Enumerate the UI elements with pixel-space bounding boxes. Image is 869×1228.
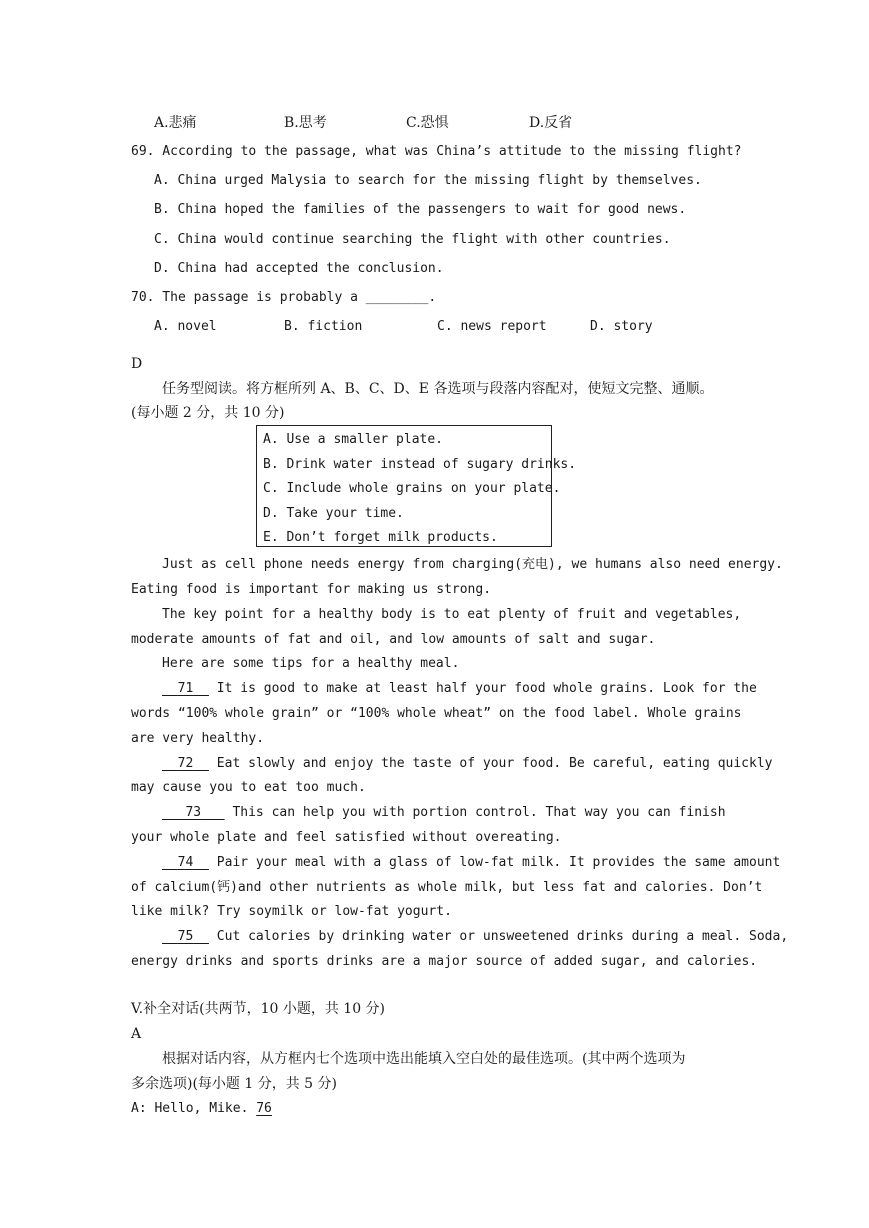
blank-73-row <box>162 803 726 823</box>
para2-line2: moderate amounts of fat and oil, and low amounts of salt and sugar. <box>131 632 656 647</box>
blank-74-row <box>162 853 780 873</box>
blank-75-number: 75 <box>177 929 194 944</box>
blank-76: 76 <box>256 1101 272 1116</box>
q69-option-d: D. China had accepted the conclusion. <box>154 261 444 276</box>
box-option-b: B. Drink water instead of sugary drinks. <box>263 457 577 472</box>
blank-73 <box>162 803 225 823</box>
section-d-label: D <box>131 356 143 372</box>
box-option-d: D. Take your time. <box>263 506 404 521</box>
blank-72-number: 72 <box>177 756 194 771</box>
para1-line2: Eating food is important for making us strong. <box>131 582 492 597</box>
dialogue-line-1 <box>131 1099 272 1119</box>
para3: Here are some tips for a healthy meal. <box>162 656 460 671</box>
q70-stem: 70. The passage is probably a ________. <box>131 290 437 305</box>
q70-option-c: C. news report <box>437 319 547 334</box>
b75-line2: energy drinks and sports drinks are a major source of added sugar, and calories. <box>131 954 758 969</box>
box-option-a: A. Use a smaller plate. <box>263 432 444 447</box>
blank-71-text: It is good to make at least half your food whole grains. Look for the <box>216 681 757 696</box>
options-box <box>256 425 577 547</box>
blank-73-text: This can help you with portion control. That way you can finish <box>232 805 726 820</box>
para1-line1: Just as cell phone needs energy from charging(充电), we humans also need energy. <box>162 557 783 572</box>
blank-74 <box>162 853 209 873</box>
blank-72-row <box>162 754 773 774</box>
blank-71-row <box>162 679 757 699</box>
blank-71 <box>162 679 209 699</box>
blank-74-number: 74 <box>177 855 194 870</box>
box-option-c: C. Include whole grains on your plate. <box>263 481 561 496</box>
q68-option-c: C.恐惧 <box>406 115 449 131</box>
blank-73-number: 73 <box>185 805 202 820</box>
section-d-instruction-1: 任务型阅读。将方框所列 A、B、C、D、E 各选项与段落内容配对，使短文完整、通顺。 <box>162 381 714 397</box>
blank-71-number: 71 <box>177 681 194 696</box>
q68-option-a: A.悲痛 <box>154 115 197 131</box>
section-v-part-label: A <box>131 1026 142 1042</box>
box-option-e: E. Don’t forget milk products. <box>263 530 498 545</box>
section-v-heading: V.补全对话(共两节，10 小题，共 10 分) <box>131 1001 386 1017</box>
b74-line2: of calcium(钙)and other nutrients as whole milk, but less fat and calories. Don’t <box>131 880 763 895</box>
blank-72-text: Eat slowly and enjoy the taste of your food. Be careful, eating quickly <box>216 756 773 771</box>
q69-stem: 69. According to the passage, what was China’s attitude to the missing flight? <box>131 144 742 159</box>
para2-line1: The key point for a healthy body is to eat plenty of fruit and vegetables, <box>162 607 742 622</box>
q70-option-b: B. fiction <box>284 319 363 334</box>
b73-line2: your whole plate and feel satisfied without overeating. <box>131 830 562 845</box>
b71-line3: are very healthy. <box>131 731 265 746</box>
blank-74-text: Pair your meal with a glass of low-fat milk. It provides the same amount <box>216 855 781 870</box>
q70-option-d: D. story <box>590 319 653 334</box>
blank-75-text: Cut calories by drinking water or unsweetened drinks during a meal. Soda, <box>216 929 789 944</box>
dialogue-a-text: A: Hello, Mike. <box>131 1101 249 1116</box>
blank-75-row <box>162 927 788 947</box>
b71-line2: words “100% whole grain” or “100% whole wheat” on the food label. Whole grains <box>131 706 742 721</box>
q69-option-b: B. China hoped the families of the passengers to wait for good news. <box>154 202 687 217</box>
q70-option-a: A. novel <box>154 319 217 334</box>
q69-option-c: C. China would continue searching the flight with other countries. <box>154 232 671 247</box>
q69-option-a: A. China urged Malysia to search for the missing flight by themselves. <box>154 173 702 188</box>
b72-line2: may cause you to eat too much. <box>131 780 366 795</box>
section-v-instruction-2: 多余选项)(每小题 1 分，共 5 分) <box>131 1076 338 1092</box>
section-d-instruction-2: (每小题 2 分，共 10 分) <box>131 405 285 421</box>
q68-option-b: B.思考 <box>284 115 327 131</box>
section-v-instruction-1: 根据对话内容，从方框内七个选项中选出能填入空白处的最佳选项。(其中两个选项为 <box>162 1051 686 1067</box>
b74-line3: like milk? Try soymilk or low-fat yogurt. <box>131 904 452 919</box>
q68-option-d: D.反省 <box>529 115 573 131</box>
blank-72 <box>162 754 209 774</box>
blank-75 <box>162 927 209 947</box>
